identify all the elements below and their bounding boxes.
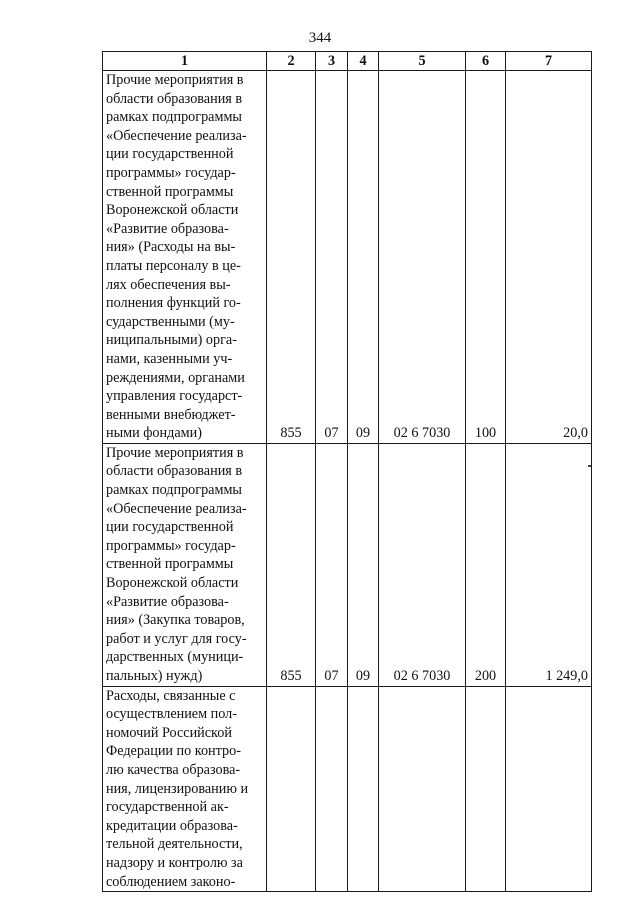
row-name-line: рамках подпрограммы — [106, 482, 242, 499]
row-name-line: венными внебюджет- — [106, 406, 236, 423]
row-name-line: лях обеспечения вы- — [106, 276, 231, 293]
row-rz: 07 — [316, 71, 348, 444]
row-name-line: полнения функций го- — [106, 295, 241, 312]
row-name-line: Воронежской области — [106, 202, 239, 219]
row-name-line: надзору и контролю за — [106, 854, 243, 871]
row-name — [103, 71, 267, 444]
row-name-line: «Развитие образова- — [106, 593, 229, 610]
row-name-line: рамках подпрограммы — [106, 109, 242, 126]
header-col-2: 2 — [267, 52, 316, 71]
header-col-6: 6 — [466, 52, 506, 71]
row-vr: 100 — [466, 71, 506, 444]
table-row — [103, 443, 592, 686]
header-col-1: 1 — [103, 52, 267, 71]
row-rz — [316, 686, 348, 892]
budget-table — [102, 51, 592, 892]
row-name-line: ния, лицензированию и — [106, 780, 249, 797]
row-name-line: работ и услуг для госу- — [106, 630, 247, 647]
row-name-line: сударственными (му- — [106, 313, 235, 330]
row-name-line: нами, казенными уч- — [106, 350, 233, 367]
row-pr — [348, 686, 379, 892]
table-row — [103, 686, 592, 892]
row-name-line: государственной ак- — [106, 799, 229, 816]
row-name-line: Расходы, связанные с — [106, 687, 236, 704]
row-name-line: пальных) нужд) — [106, 668, 203, 684]
row-name-line: ния» (Расходы на вы- — [106, 239, 236, 256]
row-name-line: платы персоналу в це- — [106, 257, 241, 274]
row-name-line: области образования в — [106, 463, 243, 480]
row-vr: 200 — [466, 443, 506, 686]
row-name-line: программы» государ- — [106, 164, 236, 181]
row-name-line: номочий Российской — [106, 724, 232, 741]
row-csr: 02 6 7030 — [379, 443, 466, 686]
header-col-7: 7 — [506, 52, 592, 71]
row-csr: 02 6 7030 — [379, 71, 466, 444]
row-name — [103, 686, 267, 892]
row-name-line: Федерации по контро- — [106, 743, 241, 760]
page-number: 344 — [308, 30, 332, 46]
row-pr: 09 — [348, 71, 379, 444]
row-gr: 855 — [267, 443, 316, 686]
row-name-line: ния» (Закупка товаров, — [106, 612, 245, 629]
row-name-line: «Развитие образова- — [106, 220, 229, 237]
row-name-line: ниципальными) орга- — [106, 332, 237, 349]
row-rz: 07 — [316, 443, 348, 686]
row-pr: 09 — [348, 443, 379, 686]
row-name-line: кредитации образова- — [106, 817, 238, 834]
row-name — [103, 443, 267, 686]
row-name-line: области образования в — [106, 90, 243, 107]
row-name-line: осуществлением пол- — [106, 706, 237, 723]
row-name-line: ственной программы — [106, 183, 234, 200]
row-name-line: Прочие мероприятия в — [106, 72, 244, 88]
header-row — [103, 52, 592, 71]
table-row — [103, 71, 592, 444]
row-name-line: ции государственной — [106, 519, 234, 536]
row-gr — [267, 686, 316, 892]
row-sum — [506, 686, 592, 892]
row-name-line: Прочие мероприятия в — [106, 444, 244, 461]
row-name-line: лю качества образова- — [106, 761, 241, 778]
row-name-line: соблюдением законо- — [106, 873, 236, 890]
row-name-line: реждениями, органами — [106, 369, 245, 386]
row-name-line: ции государственной — [106, 146, 234, 163]
row-name-line: программы» государ- — [106, 537, 236, 554]
row-vr — [466, 686, 506, 892]
row-name-line: управления государст- — [106, 388, 243, 405]
scan-speck — [588, 465, 591, 467]
row-sum: 1 249,0 — [506, 443, 592, 686]
row-name-line: ными фондами) — [106, 425, 202, 442]
header-col-3: 3 — [316, 52, 348, 71]
row-name-line: Воронежской области — [106, 575, 239, 592]
header-col-5: 5 — [379, 52, 466, 71]
header-col-4: 4 — [348, 52, 379, 71]
row-name-line: тельной деятельности, — [106, 836, 243, 853]
row-name-line: «Обеспечение реализа- — [106, 127, 247, 144]
row-sum: 20,0 — [506, 71, 592, 444]
row-name-line: ственной программы — [106, 556, 234, 573]
row-csr — [379, 686, 466, 892]
row-gr: 855 — [267, 71, 316, 444]
row-name-line: «Обеспечение реализа- — [106, 500, 247, 517]
row-name-line: дарственных (муници- — [106, 649, 244, 666]
